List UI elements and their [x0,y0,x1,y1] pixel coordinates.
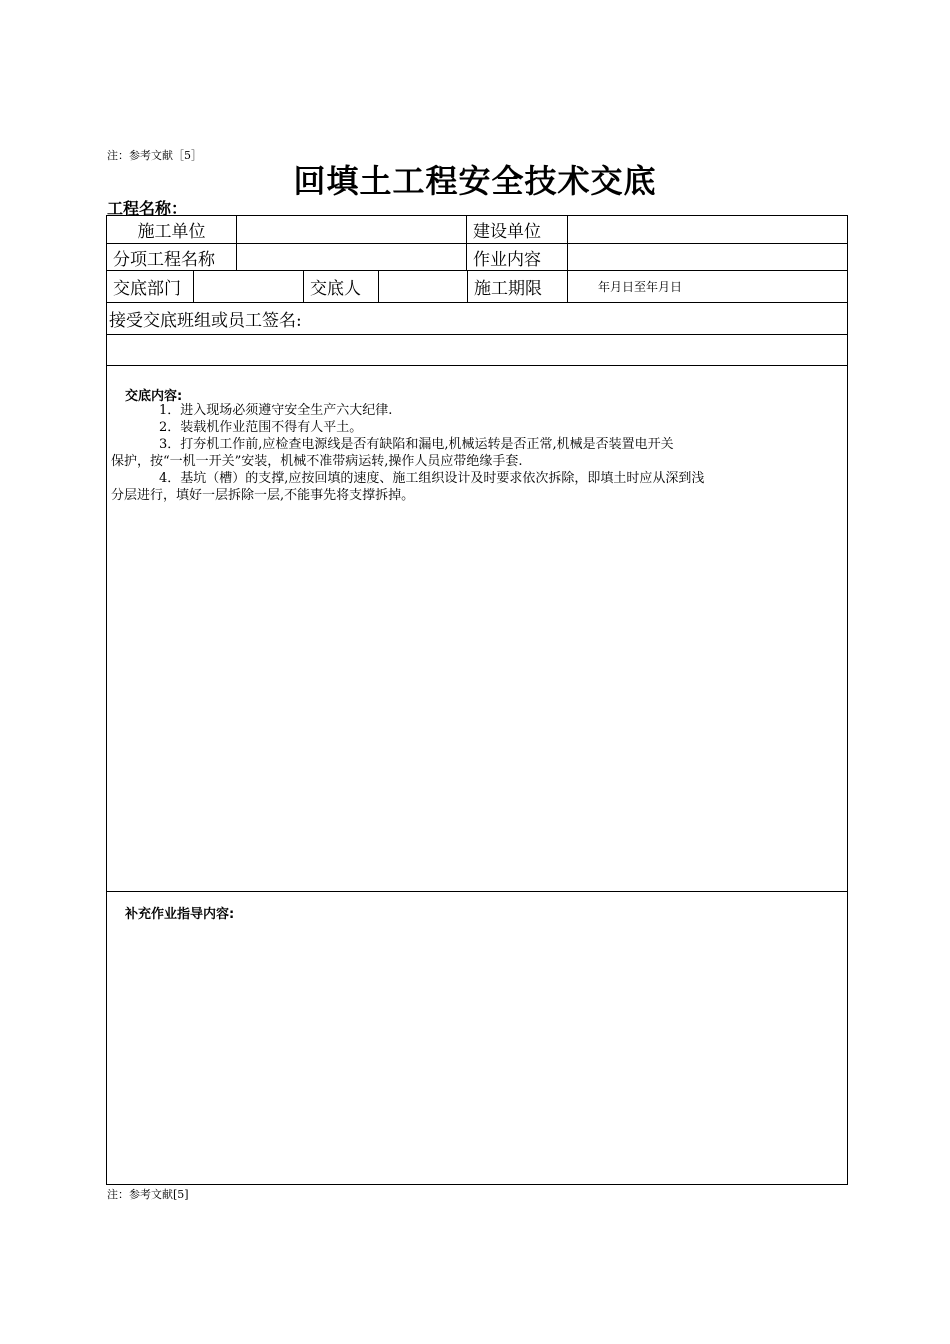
supplement-title: 补充作业指导内容: [125,907,235,922]
briefing-dept-value[interactable] [194,271,304,302]
briefing-content-section [107,366,847,892]
content-line: 保护，按“一机一开关”安装，机械不准带病运转,操作人员应带绝缘手套. [111,454,523,469]
briefing-person-value[interactable] [379,271,468,302]
briefing-person-label: 交底人 [304,271,379,302]
content-line: 2．装载机作业范围不得有人平土。 [159,420,363,435]
construction-unit-value[interactable] [237,216,467,243]
supplement-section[interactable] [107,892,847,1184]
safety-briefing-form [106,215,848,1185]
building-unit-label: 建设单位 [467,216,568,243]
reference-note-bottom: 注：参考文献[5] [107,1188,189,1201]
building-unit-value[interactable] [568,216,847,243]
page-title: 回填土工程安全技术交底 [293,162,657,200]
construction-unit-label: 施工单位 [107,216,237,243]
briefing-dept-label: 交底部门 [107,271,194,302]
work-content-value[interactable] [568,244,847,270]
reference-note-top: 注：参考文献［5］ [107,149,202,162]
project-name-label: 工程名称： [107,199,188,218]
row-briefing-info [107,271,847,303]
work-content-label: 作业内容 [467,244,568,270]
sub-project-name-value[interactable] [237,244,467,270]
signature-area[interactable] [107,335,847,366]
sub-project-name-label: 分项工程名称 [107,244,237,270]
content-line: 1．进入现场必须遵守安全生产六大纪律. [159,403,393,418]
briefing-content-lines [107,402,847,504]
row-signature [107,303,847,335]
construction-period-value[interactable]: 年月日至年月日 [598,280,683,294]
row-subproject [107,244,847,271]
content-line: 4．基坑（槽）的支撑,应按回填的速度、施工组织设计及时要求依次拆除，即填土时应从深到浅 [159,471,705,486]
signature-label: 接受交底班组或员工签名: [109,311,302,331]
row-units [107,216,847,244]
content-line: 分层进行，填好一层拆除一层,不能事先将支撑拆掉。 [111,488,415,503]
briefing-content-title: 交底内容: [125,389,183,404]
content-line: 3．打夯机工作前,应检查电源线是否有缺陷和漏电,机械运转是否正常,机械是否装置电开关 [159,437,674,452]
construction-period-label: 施工期限 [468,271,568,302]
